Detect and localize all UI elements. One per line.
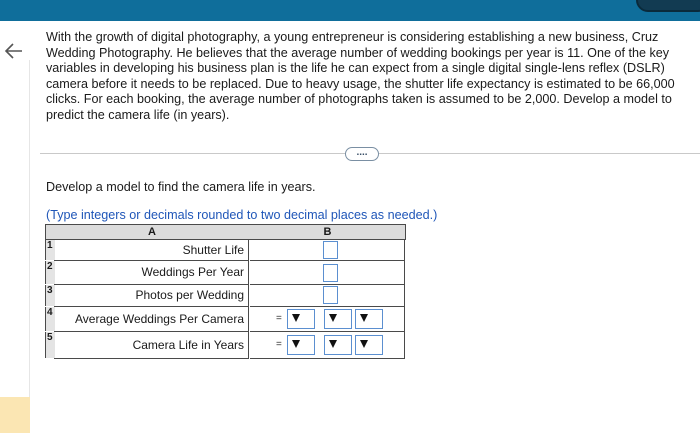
formula-dropdown-3[interactable] bbox=[355, 335, 383, 355]
row-number: 4 bbox=[45, 307, 55, 331]
question-prompt: Develop a model to find the camera life in years. bbox=[46, 180, 316, 194]
formula-dropdown-1[interactable] bbox=[287, 309, 315, 329]
formula-dropdown-2[interactable] bbox=[324, 335, 352, 355]
row-label-camera-life-in-years: Camera Life in Years bbox=[54, 332, 249, 359]
formula-dropdown-1[interactable] bbox=[287, 335, 315, 355]
left-highlight-strip bbox=[0, 397, 30, 433]
spreadsheet bbox=[45, 224, 405, 359]
dropdown-arrow-icon bbox=[360, 314, 368, 322]
left-divider bbox=[29, 60, 30, 433]
photos-per-wedding-input[interactable] bbox=[323, 286, 338, 304]
top-bar bbox=[0, 0, 700, 21]
row-value-cell bbox=[250, 261, 405, 285]
equals-sign: = bbox=[276, 313, 282, 324]
row-number: 1 bbox=[45, 240, 55, 260]
expand-more-button[interactable]: .... bbox=[345, 147, 379, 161]
row-label-shutter-life: Shutter Life bbox=[54, 240, 249, 261]
row-formula-cell bbox=[250, 307, 405, 332]
back-arrow-icon[interactable] bbox=[3, 40, 25, 62]
row-number: 3 bbox=[45, 285, 55, 306]
row-number: 2 bbox=[45, 261, 55, 284]
row-label-weddings-per-year: Weddings Per Year bbox=[54, 261, 249, 285]
row-label-average-weddings-per-camera: Average Weddings Per Camera bbox=[54, 307, 249, 332]
formula-dropdown-2[interactable] bbox=[324, 309, 352, 329]
column-header-b: B bbox=[250, 224, 406, 240]
column-header-a: A bbox=[54, 224, 251, 240]
weddings-per-year-input[interactable] bbox=[323, 264, 338, 282]
equals-sign: = bbox=[276, 339, 282, 350]
row-value-cell bbox=[250, 285, 405, 307]
shutter-life-input[interactable] bbox=[323, 241, 338, 259]
row-value-cell bbox=[250, 240, 405, 261]
row-label-photos-per-wedding: Photos per Wedding bbox=[54, 285, 249, 307]
dropdown-arrow-icon bbox=[360, 340, 368, 348]
row-formula-cell bbox=[250, 332, 405, 359]
problem-statement: With the growth of digital photography, a young entrepreneur is considering establishing a new business, Cruz Wedding Photography. He believes that the average number of wedding bookings per year is 11. One of the key variables in developing his business plan is the life he can expect from a single digital single-lens reflex (DSLR) camera before it needs to be replaced. Due to heavy usage, the shutter life expectancy is estimated to be 66,000 clicks. For each booking, the average number of photographs taken is assumed to be 2,000. Develop a model to predict the camera life (in years). bbox=[46, 30, 675, 122]
formula-dropdown-3[interactable] bbox=[355, 309, 383, 329]
dropdown-arrow-icon bbox=[292, 340, 300, 348]
dropdown-arrow-icon bbox=[292, 314, 300, 322]
row-number: 5 bbox=[45, 332, 55, 358]
top-bar-button[interactable] bbox=[636, 0, 700, 12]
answer-instruction: (Type integers or decimals rounded to two decimal places as needed.) bbox=[46, 208, 438, 222]
dropdown-arrow-icon bbox=[329, 340, 337, 348]
dropdown-arrow-icon bbox=[329, 314, 337, 322]
